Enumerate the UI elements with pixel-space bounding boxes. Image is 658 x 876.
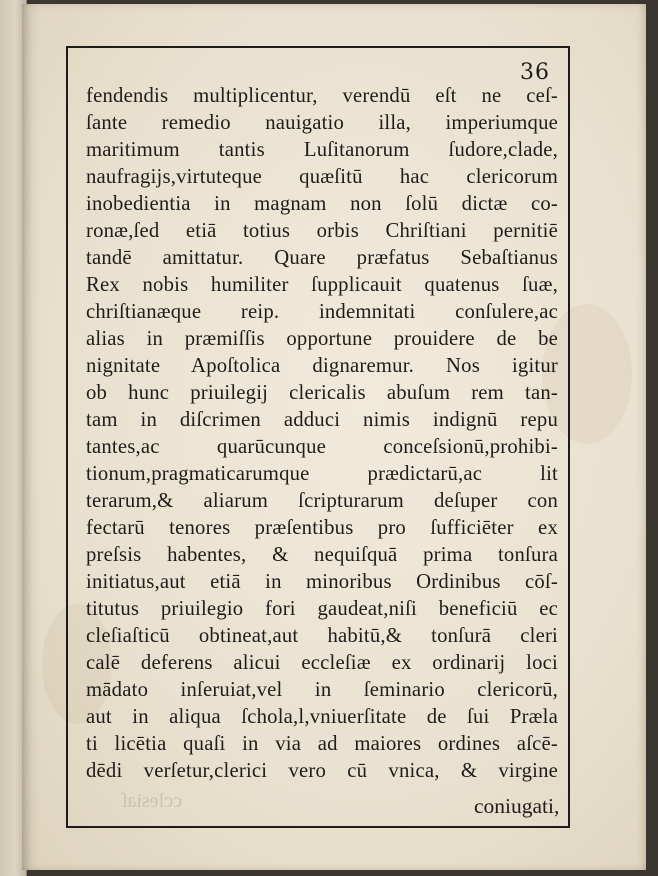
text-line: tionum,pragmaticarumque prædictarū,ac lit [86, 461, 558, 485]
text-line: chriſtianæque reip. indemnitati conſulere,ac [86, 299, 558, 323]
text-line: aut in aliqua ſchola,l,vniuerſitate de ſui Præla [86, 704, 558, 728]
text-line: calē deferens alicui eccleſiæ ex ordinarij loci [86, 650, 558, 674]
text-line: ſante remedio nauigatio illa, imperiumque [86, 110, 558, 134]
text-line: tantes,ac quarūcunque conceſsionū,prohibi- [86, 434, 558, 458]
body-text-block [86, 82, 576, 784]
text-line: tandē amittatur. Quare præfatus Sebaſtianus [86, 245, 558, 269]
text-line: ronæ,ſed etiā totius orbis Chriſtiani pernitiē [86, 218, 558, 242]
book-page [22, 4, 646, 870]
text-line: titutus priuilegio fori gaudeat,niſi beneficiū ec [86, 596, 558, 620]
text-line: preſsis habentes, & nequiſquā prima tonſura [86, 542, 558, 566]
text-line: naufragijs,virtuteque quæſitū hac clericorum [86, 164, 558, 188]
text-line: ob hunc priuilegij clericalis abuſum rem tan- [86, 380, 558, 404]
text-line: cleſiaſticū obtineat,aut habitū,& tonſurā cleri [86, 623, 558, 647]
catchword: coniugati, [474, 794, 560, 818]
text-line: tam in diſcrimen adduci nimis indignū repu [86, 407, 558, 431]
text-line: dēdi verſetur,clerici vero cū vnica, & virgine [86, 758, 558, 782]
text-line: ti licētia quaſi in via ad maiores ordines aſcē- [86, 731, 558, 755]
text-line: nignitate Apoſtolica dignaremur. Nos igitur [86, 353, 558, 377]
text-line: maritimum tantis Luſitanorum ſudore,clade, [86, 137, 558, 161]
text-line: alias in præmiſſis opportune prouidere de be [86, 326, 558, 350]
text-line: terarum,& aliarum ſcripturarum deſuper con [86, 488, 558, 512]
text-line: Rex nobis humiliter ſupplicauit quatenus ſuæ, [86, 272, 558, 296]
text-line: inobedientia in magnam non ſolū dictæ co- [86, 191, 558, 215]
text-line: initiatus,aut etiā in minoribus Ordinibus cōſ- [86, 569, 558, 593]
text-line: mādato inſeruiat,vel in ſeminario clericorū, [86, 677, 558, 701]
text-line: fendendis multiplicentur, verendū eſt ne ceſ- [86, 83, 558, 107]
bleed-through-text: cclesiaſ [122, 790, 182, 812]
text-line: fectarū tenores præſentibus pro ſufficiēter ex [86, 515, 558, 539]
page-number: 36 [520, 60, 550, 85]
